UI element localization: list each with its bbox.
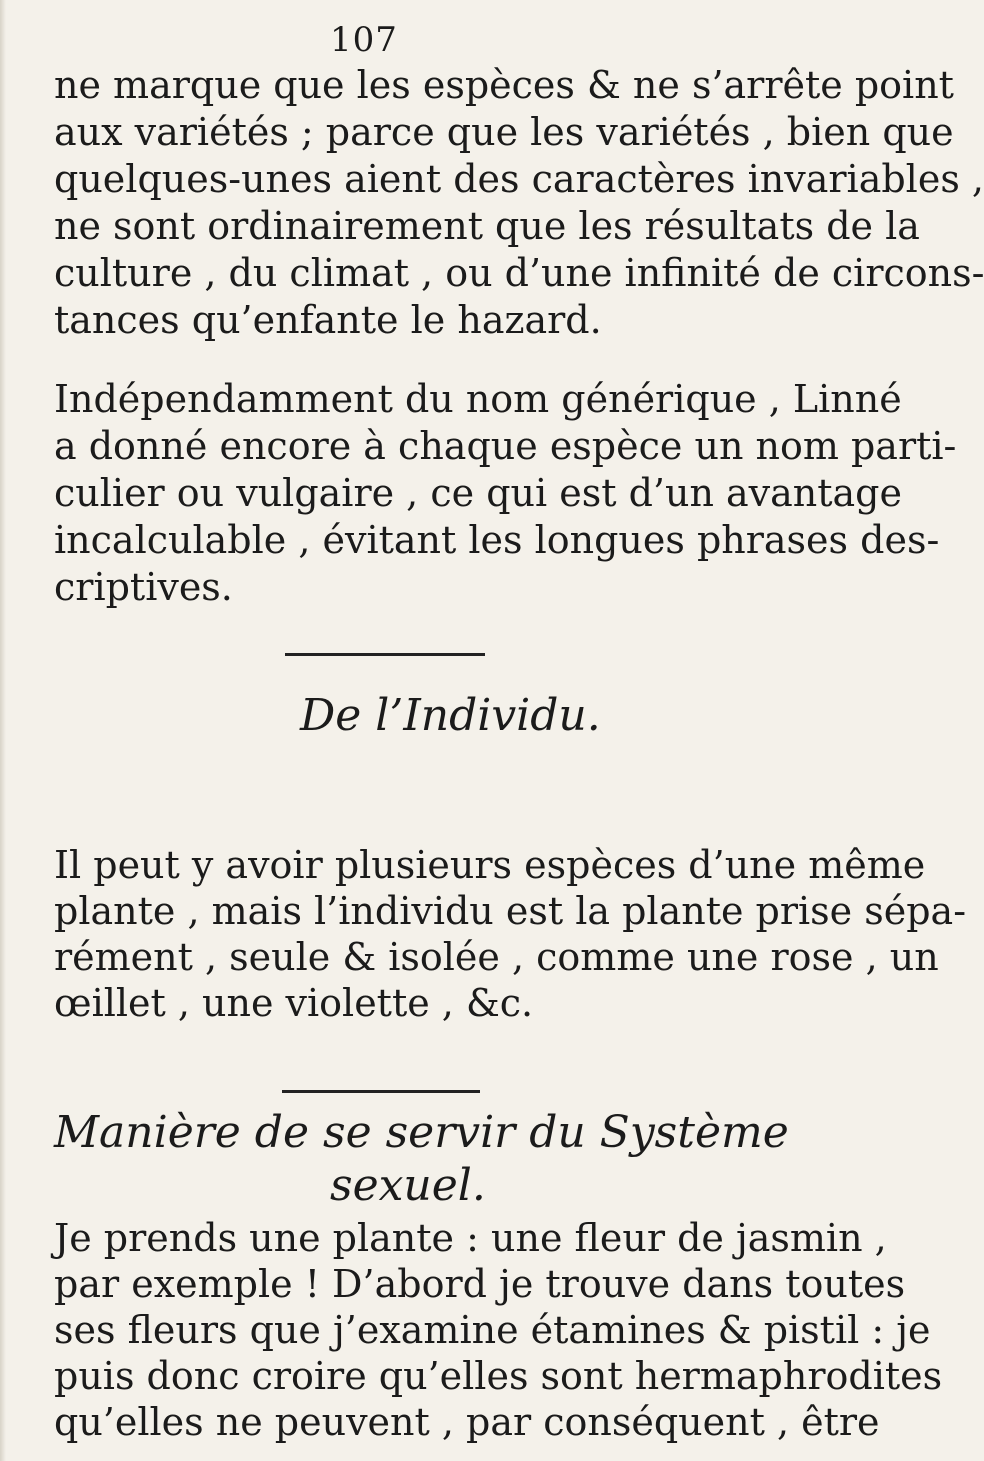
text-line: qu’elles ne peuvent , par conséquent , être (54, 1400, 880, 1444)
text-line: par exemple ! D’abord je trouve dans toutes (54, 1262, 906, 1306)
paragraph-jasmin (54, 1215, 943, 1445)
text-line: tances qu’enfante le hazard. (54, 298, 602, 342)
text-line: culture , du climat , ou d’une infinité de circons- (54, 251, 984, 295)
paragraph-varietes (54, 62, 984, 344)
text-line: ne sont ordinairement que les résultats de la (54, 204, 920, 248)
section-heading-individu: De l’Individu. (300, 690, 601, 741)
text-line: incalculable , évitant les longues phrases des- (54, 518, 940, 562)
text-line: rément , seule & isolée , comme une rose , un (54, 935, 939, 979)
paragraph-individu (54, 842, 967, 1026)
text-line: Il peut y avoir plusieurs espèces d’une même (54, 843, 926, 887)
section-divider (285, 653, 485, 656)
text-line: quelques-unes aient des caractères invariables , (54, 157, 984, 201)
text-line: œillet , une violette , &c. (54, 981, 534, 1025)
text-line: puis donc croire qu’elles sont hermaphrodites (54, 1354, 943, 1398)
text-line: Indépendamment du nom générique , Linné (54, 377, 902, 421)
section-heading-systeme-sexuel: Manière de se servir du Système (54, 1107, 789, 1158)
paragraph-nom-generique (54, 376, 957, 611)
text-line: a donné encore à chaque espèce un nom parti- (54, 424, 957, 468)
text-line: aux variétés ; parce que les variétés , bien que (54, 110, 954, 154)
section-divider (282, 1090, 480, 1093)
text-line: ne marque que les espèces & ne s’arrête point (54, 63, 954, 107)
page-edge-shadow (0, 0, 6, 1461)
text-line: ses fleurs que j’examine étamines & pistil : je (54, 1308, 931, 1352)
section-heading-systeme-sexuel-cont: sexuel. (330, 1160, 486, 1211)
text-line: plante , mais l’individu est la plante prise sépa- (54, 889, 967, 933)
text-line: culier ou vulgaire , ce qui est d’un avantage (54, 471, 902, 515)
text-line: criptives. (54, 565, 233, 609)
page-number: 107 (330, 20, 398, 60)
text-line: Je prends une plante : une fleur de jasmin , (54, 1216, 887, 1260)
